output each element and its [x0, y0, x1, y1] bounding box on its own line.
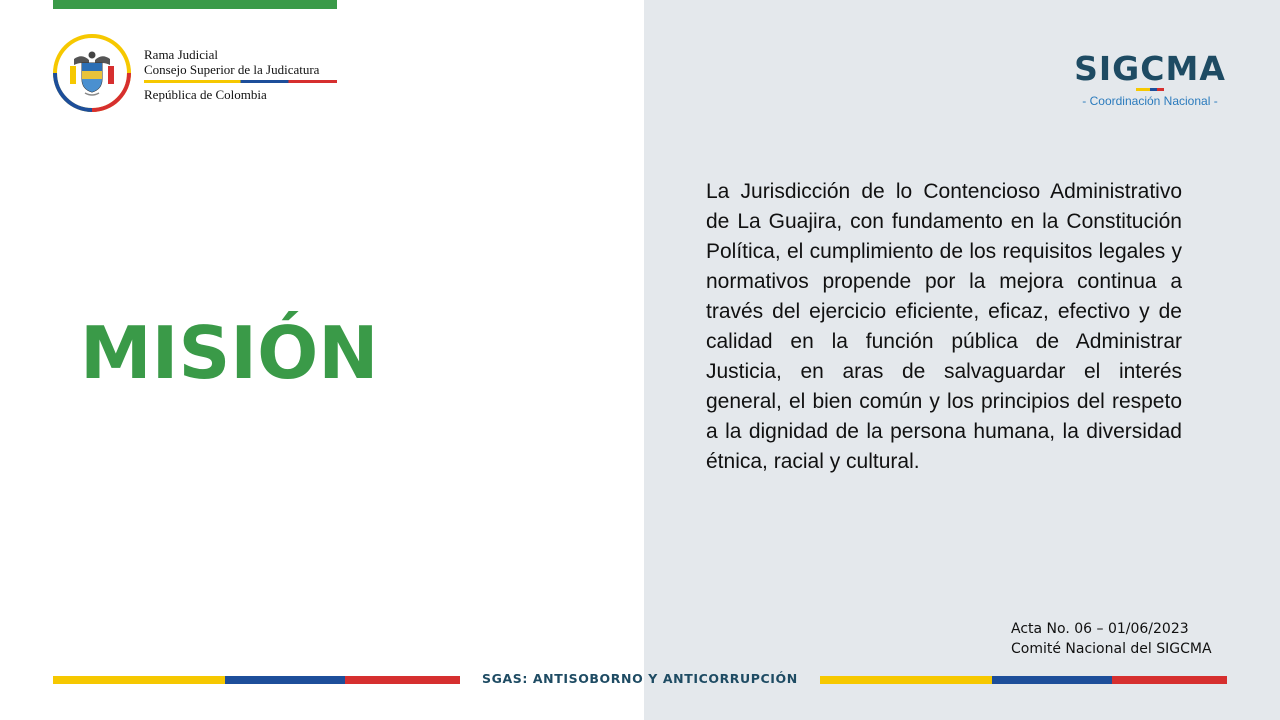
- top-accent-bar: [53, 0, 337, 9]
- footer-bar-yellow: [820, 676, 992, 684]
- slide-title: MISIÓN: [80, 311, 379, 395]
- institution-line-2: Consejo Superior de la Judicatura: [144, 62, 320, 77]
- sigcma-stripe: [1136, 88, 1164, 91]
- footer-bar-blue: [992, 676, 1112, 684]
- acta-committee: Comité Nacional del SIGCMA: [1011, 641, 1212, 657]
- footer-label: SGAS: ANTISOBORNO Y ANTICORRUPCIÓN: [482, 671, 798, 686]
- footer-bar-right: [820, 676, 1227, 684]
- acta-number: Acta No. 06 – 01/06/2023: [1011, 621, 1189, 637]
- country-name: República de Colombia: [144, 87, 267, 102]
- acta-reference: [1011, 619, 1212, 659]
- mission-statement: La Jurisdicción de lo Contencioso Administrativo de La Guajira, con fundamento en la Constitución Política, el cumplimiento de los requisitos legales y normativos propende por la mejora continua a través del ejercicio eficiente, eficaz, efectivo y de calidad en la función pública de Administrar Justicia, en aras de salvaguardar el interés general, el bien común y los principios del respeto a la dignidad de la persona humana, la diversidad étnica, racial y cultural.: [706, 180, 1182, 473]
- footer-bar-red: [1112, 676, 1227, 684]
- footer-bar-left: [53, 676, 460, 684]
- footer-bar-blue: [225, 676, 345, 684]
- sigcma-title: SIGCMA: [1074, 49, 1226, 88]
- institution-line-1: Rama Judicial: [144, 47, 219, 62]
- institution-block: [144, 47, 337, 102]
- colombia-coat-of-arms-icon: [52, 33, 132, 113]
- footer-bar-yellow: [53, 676, 225, 684]
- sigcma-subtitle: - Coordinación Nacional -: [1082, 94, 1218, 108]
- sigcma-logo: [1060, 50, 1240, 108]
- footer-bar-red: [345, 676, 460, 684]
- tricolor-divider: [144, 80, 337, 83]
